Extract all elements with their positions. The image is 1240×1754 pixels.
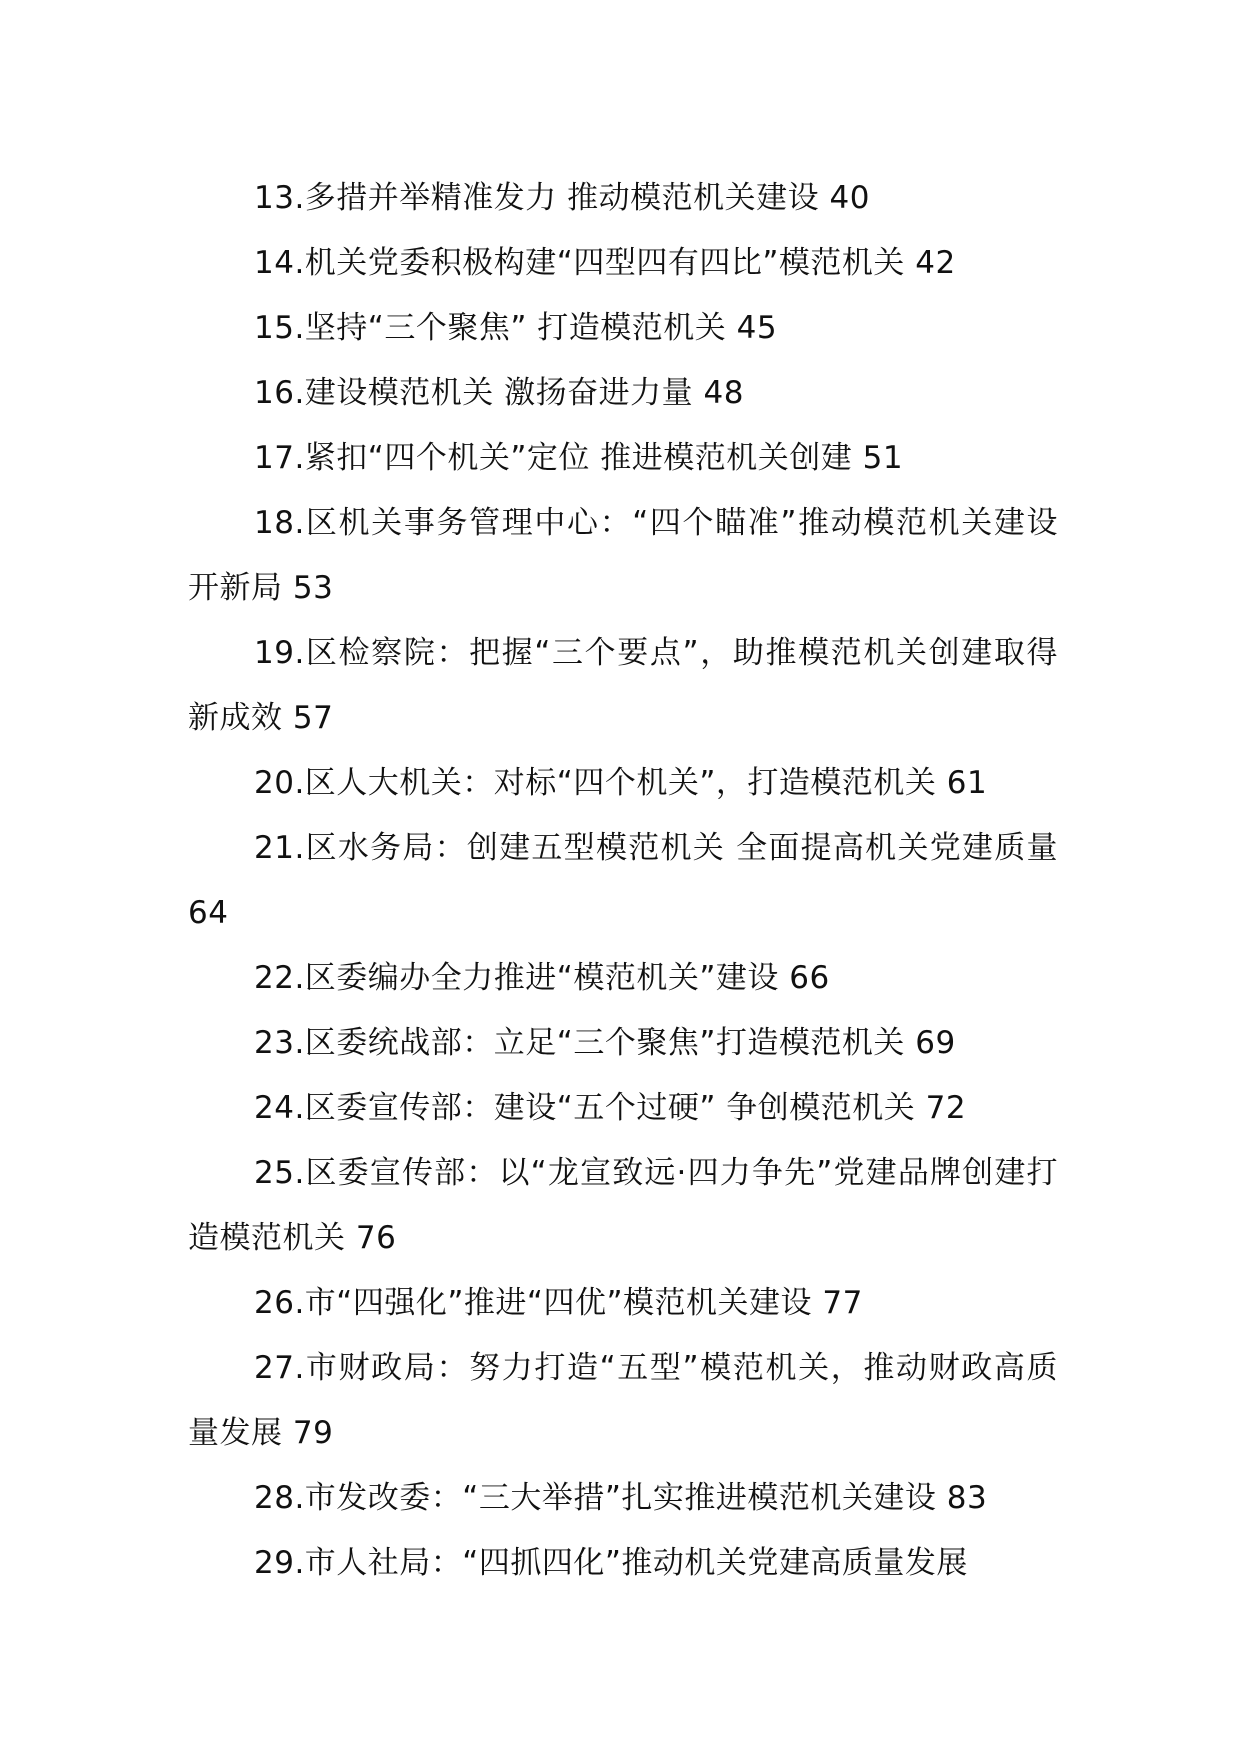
toc-entry-13: 13.多措并举精准发力 推动模范机关建设 40 (254, 180, 870, 216)
toc-entry-28: 28.市发改委：“三大举措”扎实推进模范机关建设 83 (254, 1480, 988, 1516)
toc-entry-15: 15.坚持“三个聚焦” 打造模范机关 45 (254, 310, 778, 346)
toc-entry-18: 18.区机关事务管理中心：“四个瞄准”推动模范机关建设开新局 53 (188, 505, 1058, 606)
toc-entry-20: 20.区人大机关：对标“四个机关”，打造模范机关 61 (254, 765, 988, 801)
toc-entry-22: 22.区委编办全力推进“模范机关”建设 66 (254, 960, 830, 996)
toc-entry-29: 29.市人社局：“四抓四化”推动机关党建高质量发展 (254, 1545, 968, 1581)
toc-entry-25: 25.区委宣传部：以“龙宣致远·四力争先”党建品牌创建打造模范机关 76 (188, 1155, 1058, 1256)
toc-entry-21: 21.区水务局：创建五型模范机关 全面提高机关党建质量 64 (188, 830, 1058, 931)
toc-entry-19: 19.区检察院：把握“三个要点”，助推模范机关创建取得新成效 57 (188, 635, 1058, 736)
table-of-contents (188, 166, 1058, 1596)
toc-entry-26: 26.市“四强化”推进“四优”模范机关建设 77 (254, 1285, 863, 1321)
toc-entry-16: 16.建设模范机关 激扬奋进力量 48 (254, 375, 744, 411)
toc-entry-14: 14.机关党委积极构建“四型四有四比”模范机关 42 (254, 245, 956, 281)
toc-entry-17: 17.紧扣“四个机关”定位 推进模范机关创建 51 (254, 440, 904, 476)
toc-entry-23: 23.区委统战部：立足“三个聚焦”打造模范机关 69 (254, 1025, 956, 1061)
toc-entry-27: 27.市财政局：努力打造“五型”模范机关，推动财政高质量发展 79 (188, 1350, 1058, 1451)
toc-entry-24: 24.区委宣传部：建设“五个过硬” 争创模范机关 72 (254, 1090, 967, 1126)
